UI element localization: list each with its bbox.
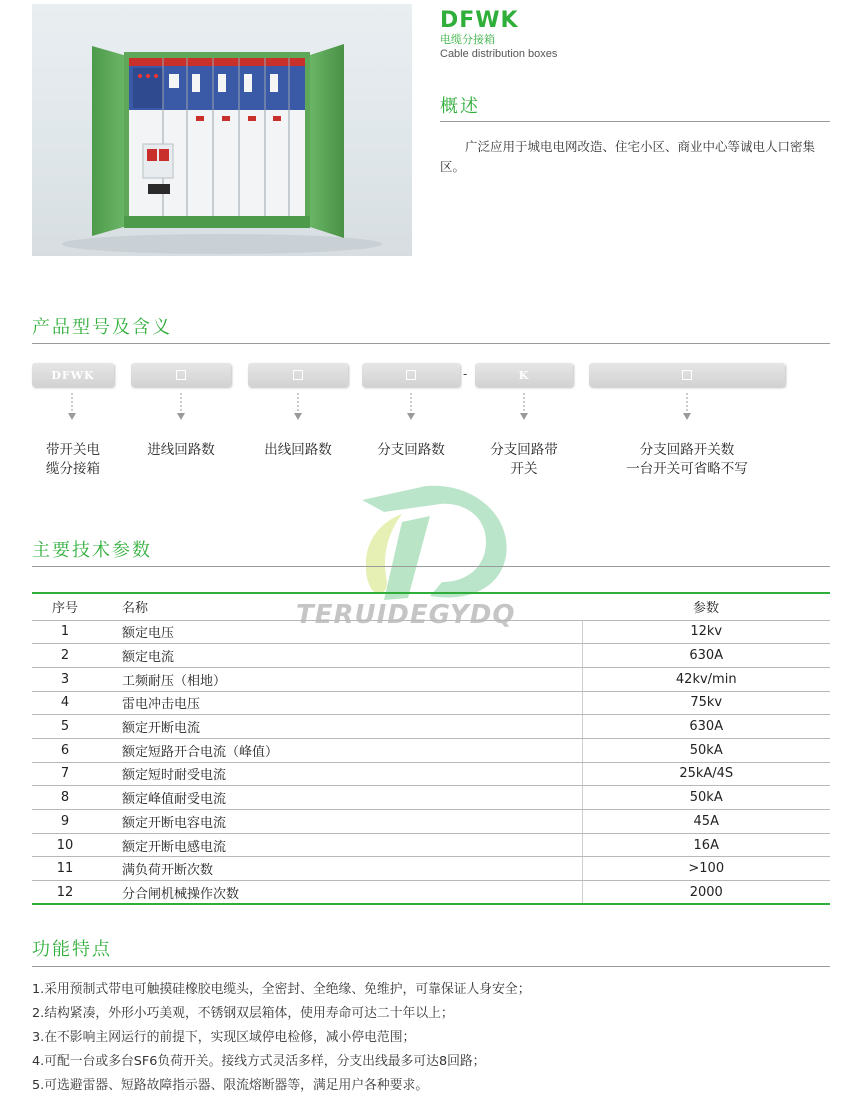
row-no: 11 [32,857,98,881]
row-name: 雷电冲击电压 [98,691,582,715]
table-row [32,786,830,810]
code-box-incoming [131,363,231,387]
code-label-line: 分支回路带 [490,442,558,458]
list-item: 5.可选避雷器、短路故障指示器、限流熔断器等，满足用户各种要求。 [32,1078,429,1093]
params-section-heading: 主要技术参数 [32,540,152,561]
code-label-line: 分支回路开关数 [639,442,735,458]
code-label-incoming [131,441,231,460]
code-box-dfwk [32,363,114,387]
list-item: 3.在不影响主网运行的前提下，实现区域停电检修，减小停电范围； [32,1030,416,1045]
features-section-divider [32,966,830,967]
list-item: 1.采用预制式带电可触摸硅橡胶电缆头，全密封、全绝缘、免维护，可靠保证人身安全； [32,982,531,997]
code-label-line: 开关 [510,461,538,477]
code-box-text: DFWK [51,368,95,382]
overview-text: 广泛应用于城电电网改造、住宅小区、商业中心等诚电人口密集区。 [440,139,816,174]
row-value: 75kv [582,691,830,715]
code-label-line: 出线回路数 [264,442,332,458]
row-value: 630A [582,644,830,668]
product-photo [32,4,412,256]
row-value: 45A [582,810,830,834]
table-row [32,715,830,739]
params-section-divider [32,566,830,567]
list-item: 4.可配一台或多台SF6负荷开关。接线方式灵活多样，分支出线最多可达8回路； [32,1054,486,1069]
table-row [32,667,830,691]
row-name: 额定电流 [98,644,582,668]
row-value: 12kv [582,620,830,644]
row-value: 50kA [582,786,830,810]
code-label-line: 一台开关可省略不写 [626,461,748,477]
placeholder-square-icon [682,370,692,380]
row-no: 9 [32,810,98,834]
table-row [32,857,830,881]
model-section-divider [32,343,830,344]
product-subtitle-cn: 电缆分接箱 [440,33,495,46]
code-label-dfwk [32,441,114,479]
down-arrow-icon [682,393,692,421]
features-section-heading: 功能特点 [32,939,112,960]
row-value: >100 [582,857,830,881]
code-box-text: K [518,368,530,382]
code-label-branch-switch [475,441,573,479]
product-model: DFWK [440,8,519,33]
table-row [32,762,830,786]
placeholder-square-icon [293,370,303,380]
row-name: 工频耐压（相地） [98,667,582,691]
row-name: 额定短路开合电流（峰值） [98,738,582,762]
row-name: 额定峰值耐受电流 [98,786,582,810]
table-row [32,833,830,857]
row-no: 1 [32,620,98,644]
model-section-heading: 产品型号及含义 [32,317,172,338]
code-label-line: 分支回路数 [377,442,445,458]
code-label-branch [362,441,460,460]
watermark-brand-text: TERUIDEGYDQ [296,600,516,630]
row-value: 630A [582,715,830,739]
table-row [32,881,830,905]
placeholder-square-icon [176,370,186,380]
list-item: 2.结构紧凑，外形小巧美观，不锈钢双层箱体，使用寿命可达二十年以上； [32,1006,454,1021]
code-box-switch-count [589,363,785,387]
row-name: 额定开断电流 [98,715,582,739]
table-row [32,691,830,715]
overview-divider [440,121,830,122]
table-row [32,738,830,762]
header-no: 序号 [32,593,98,620]
down-arrow-icon [406,393,416,421]
features-list [32,978,832,1098]
row-no: 8 [32,786,98,810]
table-row [32,644,830,668]
code-separator: - [463,367,468,381]
row-value: 42kv/min [582,667,830,691]
row-value: 16A [582,833,830,857]
row-no: 7 [32,762,98,786]
row-name: 额定电压 [98,620,582,644]
parameter-table [32,592,830,905]
header-name: 名称 [98,593,582,620]
header-value: 参数 [582,593,830,620]
table-header-row [32,593,830,620]
watermark-logo-icon [356,478,516,603]
row-no: 4 [32,691,98,715]
row-no: 3 [32,667,98,691]
row-name: 额定开断电容电流 [98,810,582,834]
code-label-line: 缆分接箱 [46,461,100,477]
code-label-switch-count [589,441,785,479]
row-no: 12 [32,881,98,905]
row-name: 满负荷开断次数 [98,857,582,881]
row-value: 2000 [582,881,830,905]
row-no: 10 [32,833,98,857]
code-label-line: 带开关电 [46,442,100,458]
code-label-outgoing [248,441,348,460]
cable-distribution-box-illustration [32,4,412,256]
table-row [32,620,830,644]
row-name: 分合闸机械操作次数 [98,881,582,905]
down-arrow-icon [519,393,529,421]
row-name: 额定短时耐受电流 [98,762,582,786]
row-no: 2 [32,644,98,668]
table-row [32,810,830,834]
placeholder-square-icon [406,370,416,380]
code-box-branch [362,363,460,387]
overview-heading: 概述 [440,96,480,117]
row-no: 5 [32,715,98,739]
row-value: 25kA/4S [582,762,830,786]
down-arrow-icon [67,393,77,421]
row-name: 额定开断电感电流 [98,833,582,857]
down-arrow-icon [176,393,186,421]
code-label-line: 进线回路数 [147,442,215,458]
code-box-outgoing [248,363,348,387]
product-subtitle-en: Cable distribution boxes [440,48,558,60]
row-value: 50kA [582,738,830,762]
row-no: 6 [32,738,98,762]
code-box-k [475,363,573,387]
down-arrow-icon [293,393,303,421]
